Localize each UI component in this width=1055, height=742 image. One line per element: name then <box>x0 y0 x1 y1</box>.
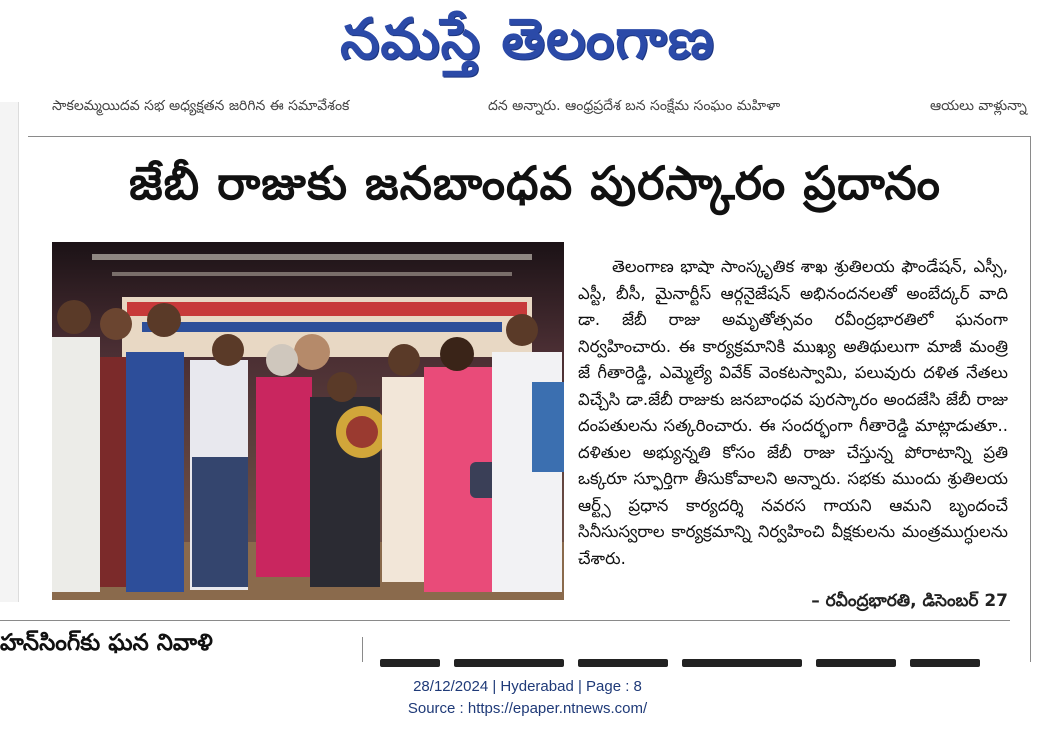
article-body: తెలంగాణ భాషా సాంస్కృతిక శాఖ శ్రుతిలయ ఫౌండేషన్, ఎస్సీ, ఎస్టీ, బీసీ, మైనార్టీస్ ఆర్గనైజేషన్ అభినందనలతో అంబేద్కర్ వాది డా. జేబీ రాజు అమృతోత్సవం రవీంద్రభారతిలో ఘనంగా నిర్వహించారు. ఈ కార్యక్రమానికి ముఖ్య అతిథులుగా మాజీ మంత్రి జే గీతారెడ్డి, ఎమ్మెల్యే వివేక్ వెంకటస్వామి, పలువురు దళిత నేతలు విచ్చేసి డా.జేబీ రాజుకు జనబాంధవ పురస్కారం అందజేసి జేబీ రాజు దంపతులను సత్కరించారు. ఈ సందర్భంగా గీతారెడ్డి మాట్లాడుతూ.. దళితుల అభ్యున్నతి కోసం జేబీ రాజు చేస్తున్న పోరాటాన్ని ప్రతి ఒక్కరూ స్ఫూర్తిగా తీసుకోవాలని అన్నారు. సభకు ముందు శ్రుతిలయ ఆర్ట్స్ ప్రధాన కార్యదర్శి నవరస గాయని ఆమని బృందంచే సినీసుస్వరాల కార్యక్రమాన్ని నిర్వహించి వీక్షకులను మంత్రముగ్ధులను చేశారు. <box>578 257 1008 568</box>
lower-article-headline: హన్‌సింగ్‌కు ఘన నివాళి <box>0 630 213 656</box>
right-divider <box>1030 136 1031 662</box>
cut-text-col2: దన అన్నారు. ఆంధ్రప్రదేశ బన సంక్షేమ సంఘం మహిళా <box>488 98 781 114</box>
cut-text-col3: ఆయలు వాళ్లున్నా <box>930 98 1027 114</box>
lower-column-divider <box>362 637 363 662</box>
left-column-edge <box>0 102 19 602</box>
article-dateline: – రవీంద్రభారతి, డిసెంబర్ 27 <box>811 591 1008 611</box>
top-divider <box>28 136 1030 137</box>
cut-headline-fragment <box>380 652 1020 664</box>
clipping <box>0 92 1055 662</box>
page-footer <box>0 676 1055 720</box>
bottom-divider <box>0 620 1010 621</box>
cut-text-col1: సాకలమ్మయిదవ సభ అధ్యక్షతన జరిగిన ఈ సమావేశంక <box>52 98 350 114</box>
newspaper-logo: నమస్తే తెలంగాణ <box>340 6 715 72</box>
article-headline: జేబీ రాజుకు జనబాంధవ పురస్కారం ప్రదానం <box>129 156 941 210</box>
event-photo <box>52 242 564 600</box>
source-url: Source : https://epaper.ntnews.com/ <box>407 700 648 717</box>
edition-info: 28/12/2024 | Hyderabad | Page : 8 <box>413 678 642 695</box>
masthead <box>0 0 1055 92</box>
